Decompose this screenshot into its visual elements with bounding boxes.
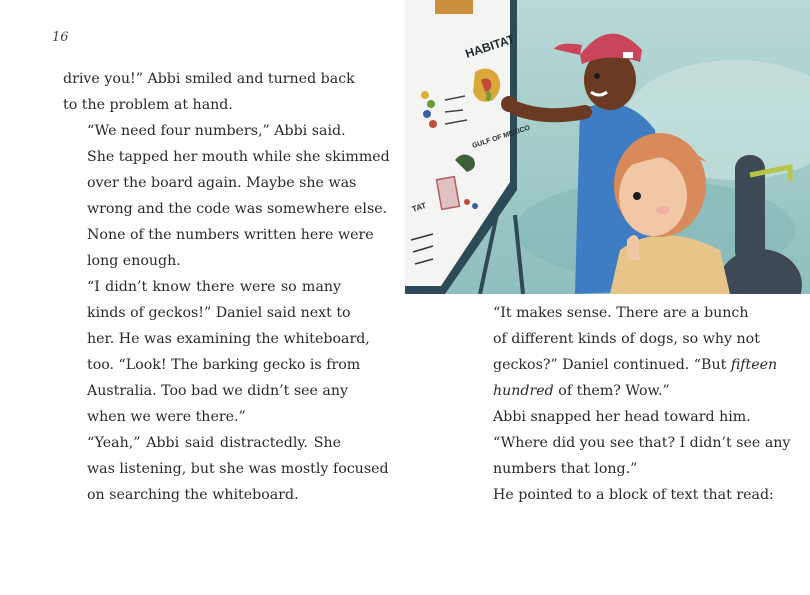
paragraph: [63, 274, 370, 430]
text-line: “We need four numbers,” Abbi said.: [87, 123, 346, 139]
board-word: GULF OF MEXICO: [471, 124, 531, 150]
text-line: over the board again. Maybe she was: [87, 175, 357, 191]
story-illustration: [405, 0, 810, 294]
text-line: hundred of them? Wow.”: [493, 383, 670, 399]
paragraph: [63, 118, 390, 274]
text-line: Abbi snapped her head toward him.: [493, 409, 751, 425]
text-line: of different kinds of dogs, so why not: [493, 331, 760, 347]
text-line: too. “Look! The barking gecko is from: [87, 357, 361, 373]
text-line: kinds of geckos!” Daniel said next to: [87, 305, 351, 321]
text-line: long enough.: [87, 253, 181, 269]
right-page: [405, 0, 810, 595]
text-line: when we were there.”: [87, 409, 246, 425]
board-word: TAT: [410, 200, 428, 214]
paragraph: [63, 430, 389, 508]
text-line: was listening, but she was mostly focused: [87, 461, 389, 477]
text-line: “Where did you see that? I didn’t see any: [493, 435, 791, 451]
text-line: He pointed to a block of text that read:: [493, 487, 774, 503]
text-line: None of the numbers written here were: [87, 227, 374, 243]
text-line: on searching the whiteboard.: [87, 487, 299, 503]
left-page-text: [63, 66, 390, 508]
text-line: Australia. Too bad we didn’t see any: [87, 383, 349, 399]
text-line: wrong and the code was somewhere else.: [87, 201, 388, 217]
board-word: HABITAT: [463, 31, 517, 61]
text-line: “I didn’t know there were so many: [87, 279, 341, 295]
illustration-drawing: [405, 0, 810, 294]
whiteboard: [405, 0, 531, 294]
text-line: geckos?” Daniel continued. “But fifteen: [493, 357, 778, 373]
text-line: numbers that long.”: [493, 461, 638, 477]
paragraph: [469, 300, 778, 404]
page-number: 16: [52, 30, 69, 45]
text-line: “Yeah,” Abbi said distractedly. She: [87, 435, 341, 451]
text-line: “It makes sense. There are a bunch: [493, 305, 749, 321]
text-line: drive you!” Abbi smiled and turned back: [63, 71, 355, 87]
paragraph: [469, 482, 774, 508]
paragraph: [63, 66, 355, 118]
text-line: to the problem at hand.: [63, 97, 233, 113]
text-line: She tapped her mouth while she skimmed: [87, 149, 390, 165]
paragraph: [469, 404, 791, 482]
text-line: her. He was examining the whiteboard,: [87, 331, 370, 347]
right-page-text: [469, 300, 791, 508]
